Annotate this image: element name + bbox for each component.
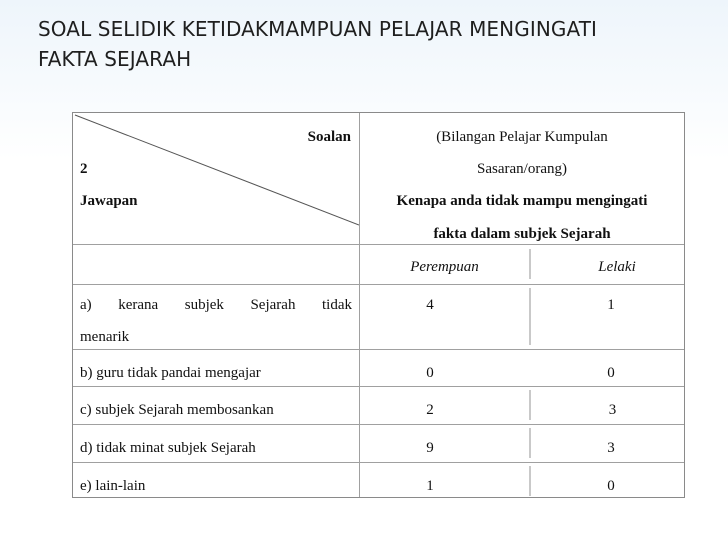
header-jawapan: Jawapan bbox=[80, 193, 138, 209]
row-b-lelaki: 0 bbox=[607, 365, 615, 381]
row-e-lelaki: 0 bbox=[607, 478, 615, 494]
title-line-2: FAKTA SEJARAH bbox=[38, 47, 192, 71]
header-number: 2 bbox=[80, 161, 88, 177]
row-divider-a bbox=[73, 349, 684, 350]
row-divider-header bbox=[73, 244, 684, 245]
column-lelaki: Lelaki bbox=[598, 259, 636, 275]
header-soalan: Soalan bbox=[307, 129, 351, 145]
row-e-perempuan: 1 bbox=[426, 478, 434, 494]
row-divider-subheader bbox=[73, 284, 684, 285]
slide-title bbox=[38, 14, 718, 74]
row-c-lelaki: 3 bbox=[608, 402, 617, 418]
row-d-lelaki: 3 bbox=[607, 440, 615, 456]
row-d-label: d) tidak minat subjek Sejarah bbox=[80, 440, 256, 456]
header-question-line-1: Kenapa anda tidak mampu mengingati bbox=[396, 193, 648, 209]
title-line-1: SOAL SELIDIK KETIDAKMAMPUAN PELAJAR MENGINGATI bbox=[38, 17, 598, 41]
row-c-label: c) subjek Sejarah membosankan bbox=[80, 402, 274, 418]
header-count-line-2: Sasaran/orang) bbox=[477, 161, 567, 177]
row-a-lelaki: 1 bbox=[607, 297, 615, 313]
row-b-perempuan: 0 bbox=[426, 365, 434, 381]
row-d-perempuan: 9 bbox=[426, 440, 434, 456]
row-divider-c bbox=[73, 424, 684, 425]
row-b-label: b) guru tidak pandai mengajar bbox=[80, 365, 261, 381]
header-question-line-2: fakta dalam subjek Sejarah bbox=[433, 226, 611, 242]
row-c-perempuan: 2 bbox=[426, 402, 434, 418]
row-a-label-line-2: menarik bbox=[80, 329, 130, 345]
survey-table bbox=[72, 112, 685, 498]
row-a-perempuan: 4 bbox=[426, 297, 434, 313]
row-a-label-line-1: a) kerana subjek Sejarah tidak bbox=[80, 297, 352, 313]
column-perempuan: Perempuan bbox=[410, 259, 479, 275]
row-e-label: e) lain-lain bbox=[80, 478, 146, 494]
header-count-line-1: (Bilangan Pelajar Kumpulan bbox=[436, 129, 608, 145]
row-divider-d bbox=[73, 462, 684, 463]
row-divider-b bbox=[73, 386, 684, 387]
